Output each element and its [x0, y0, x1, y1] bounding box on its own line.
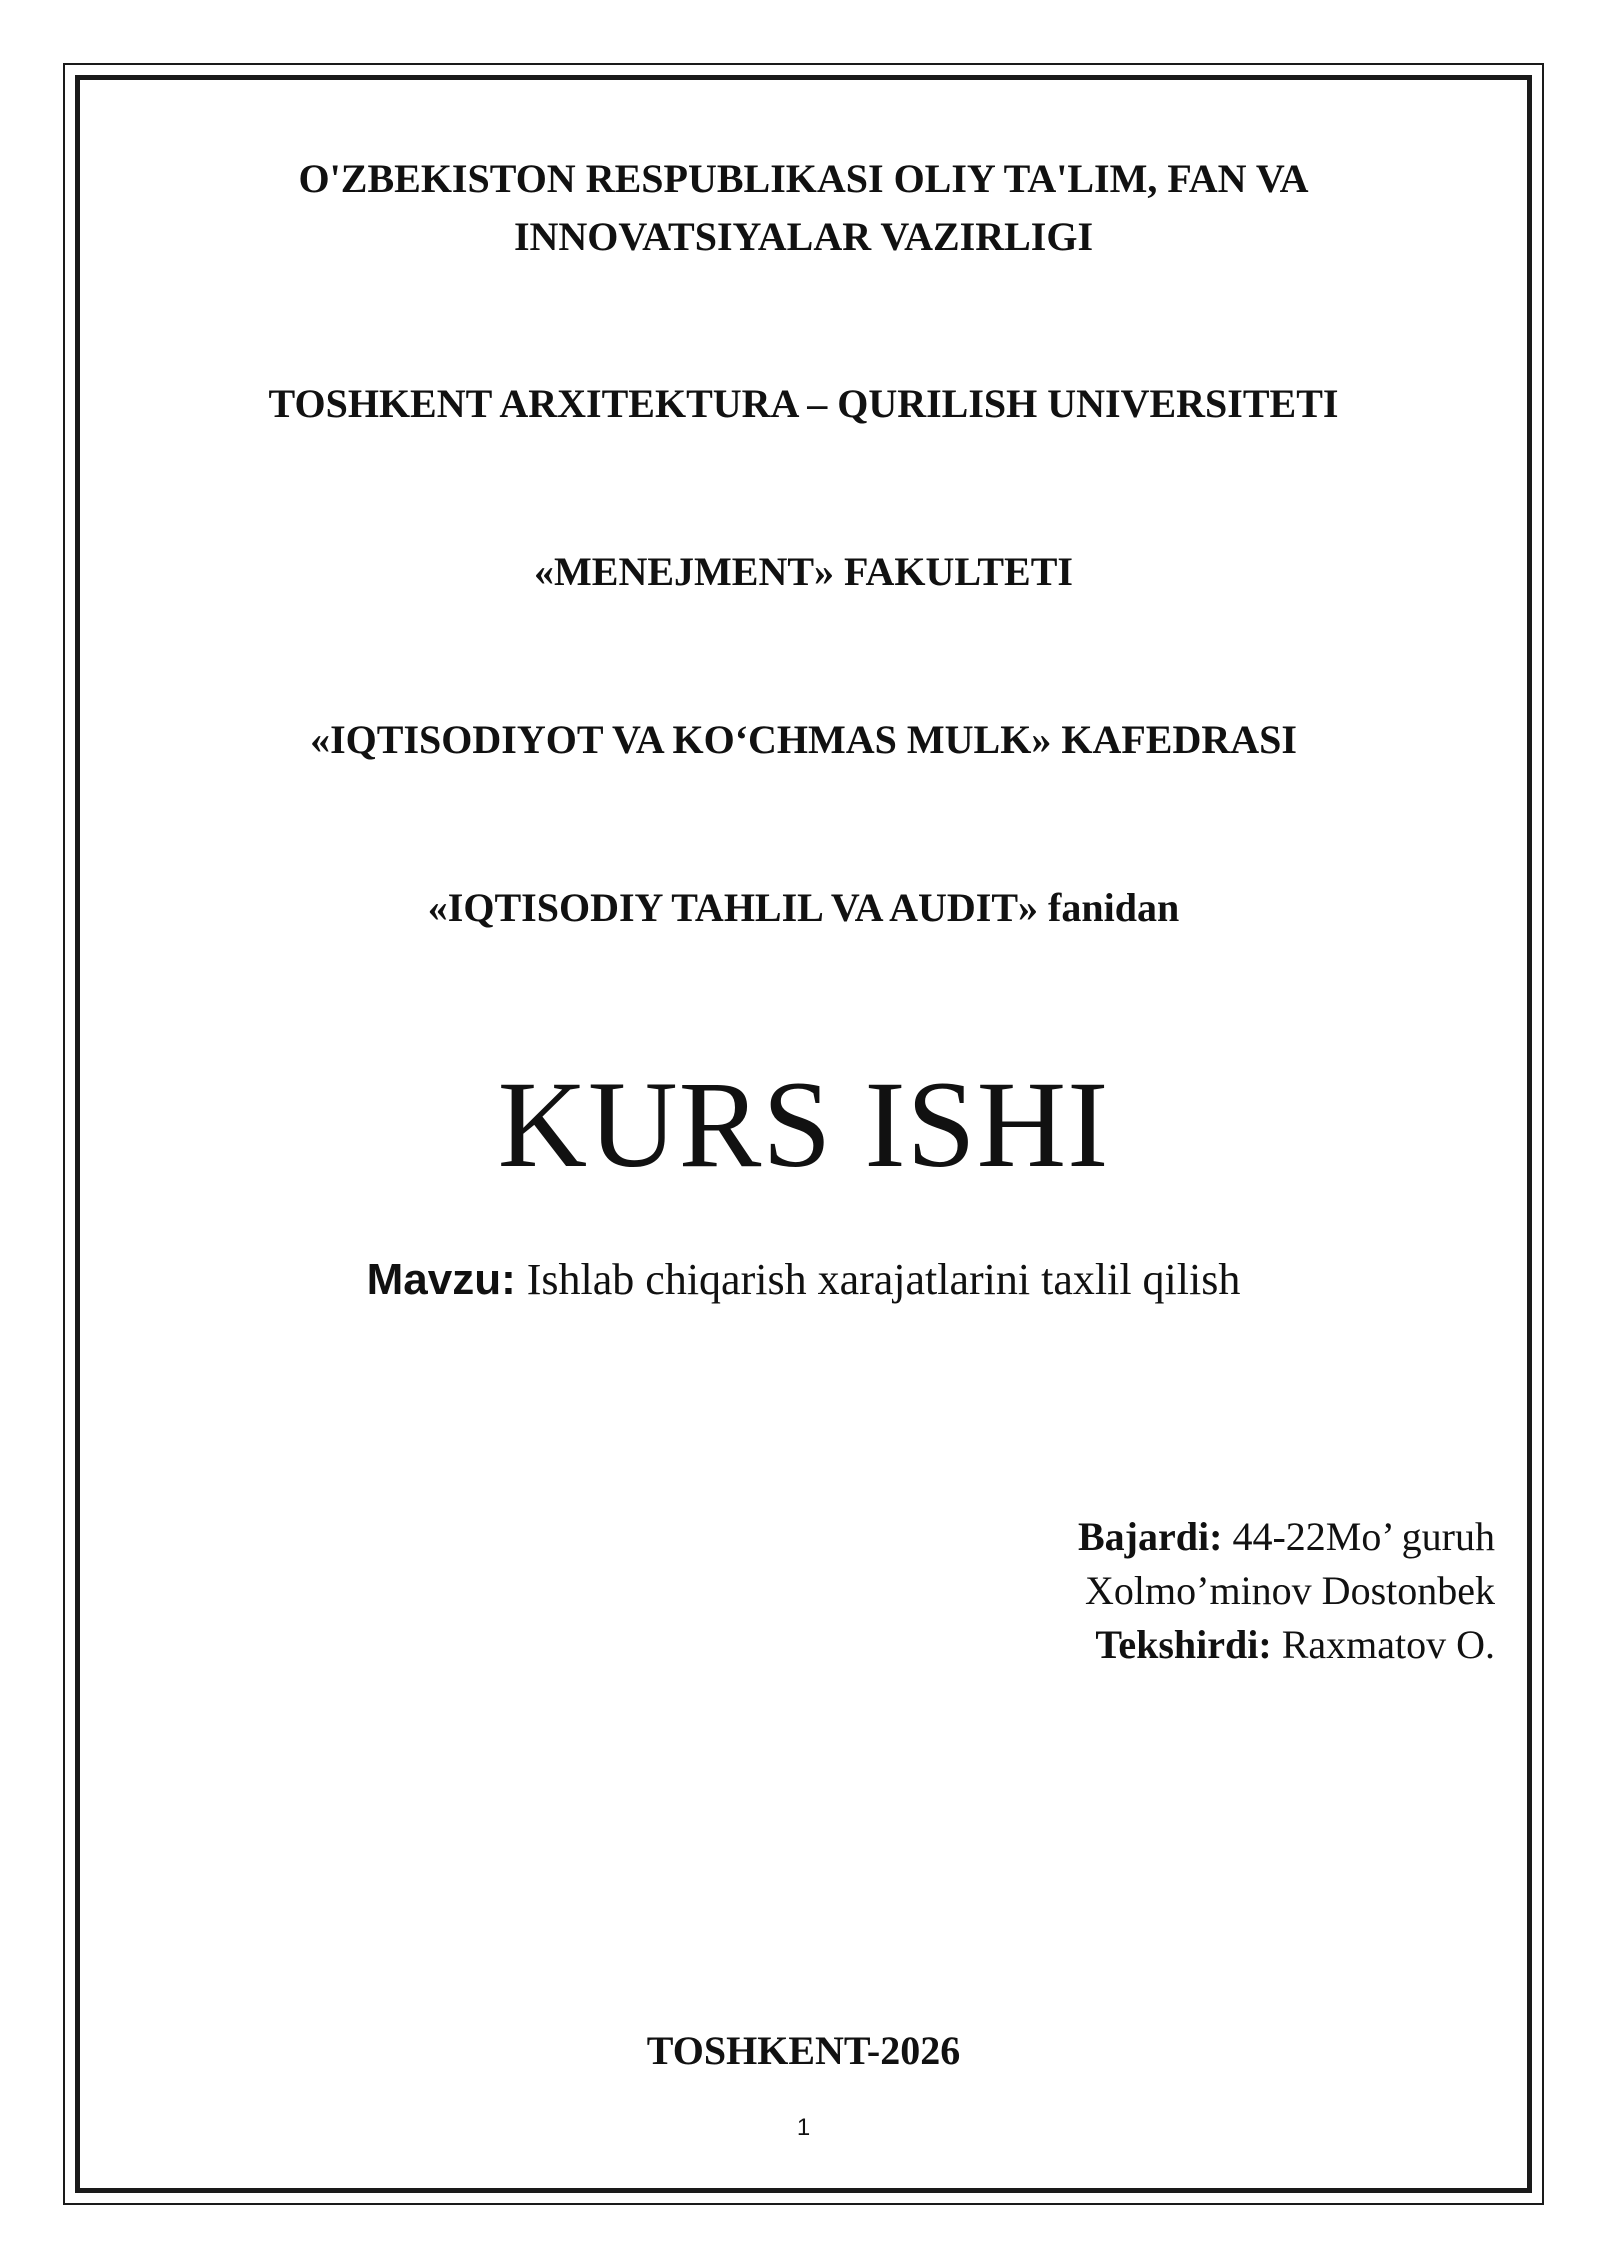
subject-line — [80, 879, 1527, 937]
university-name: TOSHKENT ARXITEKTURA – QURILISH UNIVERSITETI — [268, 381, 1339, 426]
topic-value: Ishlab chiqarish xarajatlarini taxlil qilish — [526, 1255, 1241, 1304]
group-name: 44-22Mo’ guruh — [1232, 1514, 1495, 1559]
department-name: «IQTISODIYOT VA KO‘CHMAS MULK» KAFEDRASI — [310, 717, 1297, 762]
page-number: 1 — [796, 2114, 811, 2141]
signature-block — [1078, 1510, 1495, 1672]
city-year: TOSHKENT-2026 — [646, 2028, 961, 2073]
student-name: Xolmo’minov Dostonbek — [1085, 1568, 1495, 1613]
subject-name: «IQTISODIY TAHLIL VA AUDIT» — [427, 885, 1039, 930]
checker-name: Raxmatov O. — [1281, 1622, 1495, 1667]
ministry-line-2: INNOVATSIYALAR VAZIRLIGI — [513, 214, 1094, 259]
topic-label: Mavzu: — [366, 1255, 516, 1304]
checked-row — [1078, 1618, 1495, 1672]
performed-label: Bajardi: — [1078, 1514, 1223, 1559]
subject-suffix: fanidan — [1048, 885, 1180, 930]
faculty-name: «MENEJMENT» FAKULTETI — [534, 549, 1073, 594]
topic-line — [80, 1250, 1527, 1310]
ministry-line-1: O'ZBEKISTON RESPUBLIKASI OLIY TA'LIM, FAN VA — [298, 156, 1309, 201]
ministry-heading — [80, 150, 1527, 266]
performed-row — [1078, 1510, 1495, 1564]
checked-label: Tekshirdi: — [1095, 1622, 1272, 1667]
document-title: KURS ISHI — [497, 1056, 1110, 1193]
